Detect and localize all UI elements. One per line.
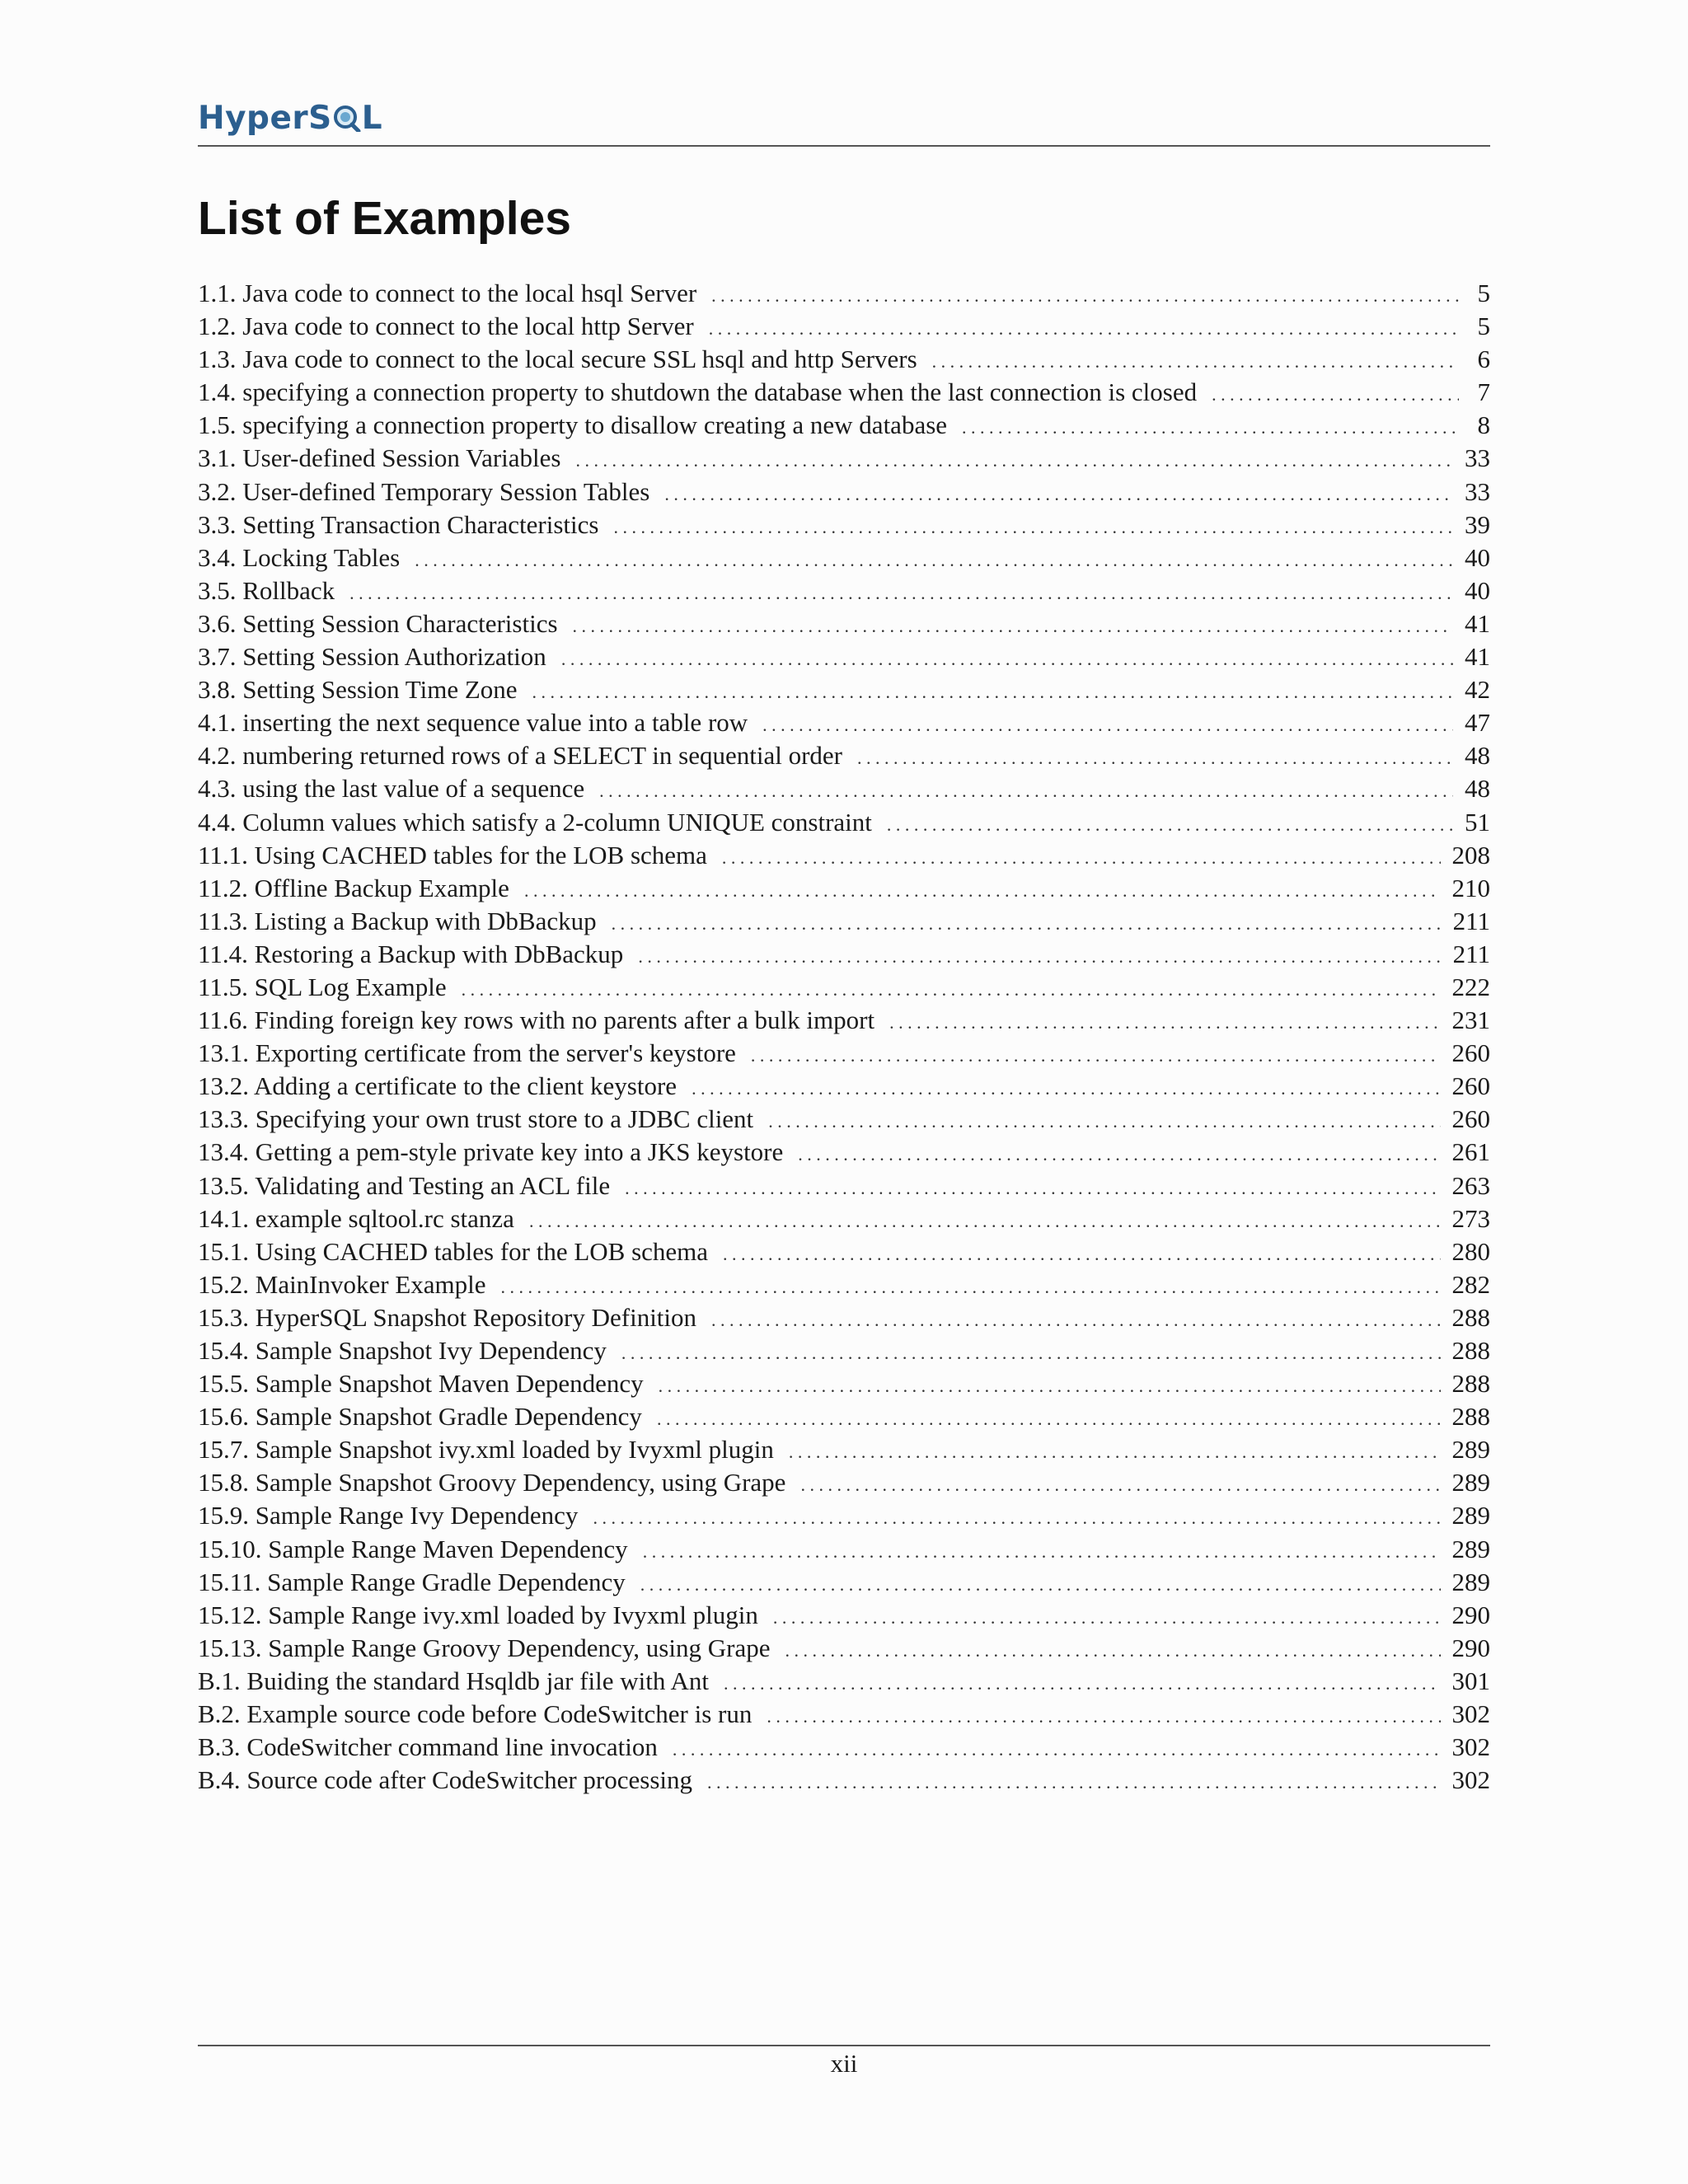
toc-entry-label: 13.1. Exporting certificate from the server's keystore [198, 1038, 736, 1068]
toc-entry-page: 280 [1451, 1236, 1490, 1266]
toc-entry-page: 282 [1451, 1269, 1490, 1299]
toc-entry-page: 302 [1451, 1765, 1490, 1795]
toc-entry-label: 15.11. Sample Range Gradle Dependency [198, 1567, 626, 1596]
toc-entry-label: 15.8. Sample Snapshot Groovy Dependency, using Grape [198, 1468, 786, 1497]
toc-entry-label: B.3. CodeSwitcher command line invocation [198, 1732, 658, 1762]
dot-leader [773, 1601, 1441, 1634]
toc-entry-label: 3.1. User-defined Session Variables [198, 443, 561, 473]
toc-entry[interactable] [198, 905, 1490, 938]
dot-leader [692, 1072, 1440, 1105]
toc-entry-page: 42 [1465, 675, 1490, 705]
toc-entry-label: 11.6. Finding foreign key rows with no parents after a bulk import [198, 1005, 875, 1035]
toc-entry[interactable] [198, 1136, 1490, 1169]
toc-entry-label: B.1. Buiding the standard Hsqldb jar file with Ant [198, 1666, 709, 1695]
toc-entry[interactable] [198, 1334, 1490, 1367]
toc-entry[interactable] [198, 442, 1490, 475]
toc-entry-page: 288 [1451, 1369, 1490, 1399]
dot-leader [625, 1172, 1440, 1205]
toc-entry-label: B.4. Source code after CodeSwitcher processing [198, 1765, 693, 1795]
dot-leader [532, 676, 1453, 709]
toc-entry[interactable] [198, 607, 1490, 640]
toc-entry[interactable] [198, 806, 1490, 839]
dot-leader [621, 1337, 1441, 1370]
toc-entry[interactable] [198, 1566, 1490, 1599]
toc-entry-page: 41 [1465, 642, 1490, 672]
toc-entry[interactable] [198, 640, 1490, 673]
toc-entry[interactable] [198, 1764, 1490, 1797]
toc-entry[interactable] [198, 1698, 1490, 1731]
toc-entry[interactable] [198, 1499, 1490, 1532]
toc-entry-page: 210 [1451, 873, 1490, 902]
toc-entry-label: 11.3. Listing a Backup with DbBackup [198, 906, 597, 935]
toc-entry-page: 48 [1465, 774, 1490, 804]
toc-entry-page: 273 [1451, 1203, 1490, 1233]
toc-entry-page: 208 [1451, 840, 1490, 869]
toc-entry[interactable] [198, 376, 1490, 409]
dot-leader [962, 411, 1459, 444]
dot-leader [932, 345, 1459, 378]
dot-leader [613, 511, 1453, 544]
toc-entry-page: 41 [1465, 608, 1490, 638]
toc-entry-label: 15.6. Sample Snapshot Gradle Dependency [198, 1402, 642, 1432]
toc-entry[interactable] [198, 1004, 1490, 1037]
toc-entry[interactable] [198, 1533, 1490, 1566]
toc-entry-label: 14.1. example sqltool.rc stanza [198, 1203, 514, 1233]
dot-leader [612, 907, 1442, 940]
toc-entry-label: 15.5. Sample Snapshot Maven Dependency [198, 1369, 644, 1399]
toc-entry-page: 33 [1465, 476, 1490, 506]
toc-entry-label: 1.5. specifying a connection property to disallow creating a new database [198, 410, 948, 440]
toc-entry-page: 302 [1451, 1732, 1490, 1762]
toc-entry-label: 15.4. Sample Snapshot Ivy Dependency [198, 1336, 607, 1365]
logo-text-right: L [361, 99, 383, 137]
toc-entry[interactable] [198, 1037, 1490, 1070]
dot-leader [575, 444, 1453, 477]
dot-leader [462, 973, 1441, 1006]
toc-entry-label: 11.1. Using CACHED tables for the LOB schema [198, 840, 707, 869]
toc-entry-page: 5 [1477, 312, 1490, 341]
toc-entry-label: 15.1. Using CACHED tables for the LOB schema [198, 1236, 709, 1266]
toc-entry[interactable] [198, 772, 1490, 805]
toc-entry-page: 302 [1451, 1699, 1490, 1729]
dot-leader [709, 312, 1459, 345]
toc-entry-label: 11.5. SQL Log Example [198, 972, 447, 1001]
toc-entry-page: 51 [1465, 807, 1490, 837]
dot-leader [800, 1469, 1440, 1502]
toc-entry[interactable] [198, 1665, 1490, 1698]
toc-entry[interactable] [198, 343, 1490, 376]
toc-entry[interactable] [198, 1070, 1490, 1103]
toc-entry-label: 3.6. Setting Session Characteristics [198, 608, 558, 638]
examples-list [198, 277, 1490, 1797]
toc-entry-page: 211 [1452, 939, 1490, 968]
toc-entry-page: 290 [1451, 1600, 1490, 1629]
toc-entry[interactable] [198, 1367, 1490, 1400]
toc-entry-label: 3.7. Setting Session Authorization [198, 642, 546, 672]
toc-entry-page: 48 [1465, 741, 1490, 771]
toc-entry-page: 260 [1451, 1071, 1490, 1101]
dot-leader [638, 940, 1441, 973]
toc-entry-label: 4.2. numbering returned rows of a SELECT in sequential order [198, 741, 842, 771]
toc-entry[interactable] [198, 509, 1490, 541]
dot-leader [501, 1271, 1441, 1304]
toc-entry[interactable] [198, 938, 1490, 971]
dot-leader [768, 1105, 1440, 1138]
dot-leader [573, 610, 1453, 643]
toc-entry-page: 231 [1451, 1005, 1490, 1035]
dot-leader [707, 1766, 1440, 1799]
toc-entry[interactable] [198, 971, 1490, 1004]
dot-leader [889, 1006, 1440, 1039]
dot-leader [762, 709, 1453, 742]
toc-entry-label: 15.7. Sample Snapshot ivy.xml loaded by Ivyxml plugin [198, 1435, 774, 1465]
toc-entry-label: 3.5. Rollback [198, 575, 335, 605]
toc-entry-page: 7 [1477, 377, 1490, 407]
toc-entry[interactable] [198, 1202, 1490, 1235]
toc-entry-label: 3.8. Setting Session Time Zone [198, 675, 518, 705]
toc-entry-page: 289 [1451, 1567, 1490, 1596]
toc-entry-label: 1.1. Java code to connect to the local hsql Server [198, 279, 697, 307]
logo-text-left: HyperS [198, 99, 332, 137]
toc-entry-label: 13.5. Validating and Testing an ACL file [198, 1170, 611, 1200]
toc-entry-page: 263 [1451, 1170, 1490, 1200]
toc-entry[interactable] [198, 1599, 1490, 1632]
toc-entry-page: 211 [1452, 906, 1490, 935]
toc-entry-page: 222 [1451, 972, 1490, 1001]
toc-entry[interactable] [198, 1400, 1490, 1433]
dot-leader [640, 1568, 1441, 1601]
dot-leader [643, 1535, 1441, 1568]
toc-entry-label: 4.1. inserting the next sequence value into a table row [198, 708, 748, 738]
toc-entry[interactable] [198, 706, 1490, 739]
toc-entry-page: 301 [1451, 1666, 1490, 1695]
toc-entry-label: 15.12. Sample Range ivy.xml loaded by Ivyxml plugin [198, 1600, 758, 1629]
toc-entry-label: 3.2. User-defined Temporary Session Tables [198, 476, 650, 506]
toc-entry-page: 47 [1465, 708, 1490, 738]
magnifier-q-icon [333, 104, 361, 132]
hypersql-logo [198, 97, 382, 138]
dot-leader [664, 478, 1453, 511]
toc-entry-page: 39 [1465, 509, 1490, 539]
toc-entry[interactable] [198, 739, 1490, 772]
dot-leader [673, 1733, 1441, 1766]
toc-entry-page: 288 [1451, 1402, 1490, 1432]
toc-entry-label: 1.4. specifying a connection property to shutdown the database when the last connection is closed [198, 377, 1198, 407]
toc-entry-page: 290 [1451, 1633, 1490, 1662]
dot-leader [561, 643, 1453, 676]
dot-leader [724, 1667, 1441, 1700]
dot-leader [659, 1370, 1441, 1403]
toc-entry-label: 1.2. Java code to connect to the local http Server [198, 312, 694, 341]
toc-entry[interactable] [198, 872, 1490, 905]
page-number: xii [830, 2049, 858, 2078]
toc-entry-label: 3.4. Locking Tables [198, 542, 401, 572]
dot-leader [415, 544, 1453, 577]
toc-entry[interactable] [198, 310, 1490, 343]
toc-entry-label: 15.2. MainInvoker Example [198, 1269, 486, 1299]
dot-leader [798, 1138, 1440, 1171]
dot-leader [593, 1502, 1440, 1535]
footer-divider [198, 2045, 1490, 2046]
toc-entry-label: 13.4. Getting a pem-style private key into a JKS keystore [198, 1137, 784, 1167]
toc-entry[interactable] [198, 476, 1490, 509]
toc-entry-page: 40 [1465, 575, 1490, 605]
toc-entry-page: 288 [1451, 1336, 1490, 1365]
dot-leader [599, 775, 1453, 808]
toc-entry-page: 260 [1451, 1104, 1490, 1134]
dot-leader [751, 1039, 1441, 1072]
toc-entry-label: 4.3. using the last value of a sequence [198, 774, 585, 804]
toc-entry-page: 289 [1451, 1468, 1490, 1497]
toc-entry[interactable] [198, 1301, 1490, 1334]
header-divider [198, 145, 1490, 147]
toc-entry-label: 11.2. Offline Backup Example [198, 873, 509, 902]
dot-leader [857, 742, 1453, 775]
toc-entry-label: 13.2. Adding a certificate to the client keystore [198, 1071, 678, 1101]
toc-entry-label: 11.4. Restoring a Backup with DbBackup [198, 939, 624, 968]
dot-leader [767, 1700, 1440, 1733]
toc-entry[interactable] [198, 1466, 1490, 1499]
toc-entry[interactable] [198, 1731, 1490, 1764]
toc-entry-page: 288 [1451, 1302, 1490, 1332]
toc-entry[interactable] [198, 1433, 1490, 1466]
toc-entry[interactable] [198, 1235, 1490, 1268]
toc-entry-label: 15.10. Sample Range Maven Dependency [198, 1534, 628, 1563]
toc-entry[interactable] [198, 541, 1490, 574]
toc-entry[interactable] [198, 409, 1490, 442]
toc-entry[interactable] [198, 1103, 1490, 1136]
toc-entry[interactable] [198, 277, 1490, 310]
dot-leader [711, 1304, 1440, 1337]
dot-leader [657, 1403, 1441, 1436]
toc-entry-label: 1.3. Java code to connect to the local secure SSL hsql and http Servers [198, 344, 917, 374]
toc-entry-page: 5 [1477, 279, 1490, 307]
toc-entry-label: 15.3. HyperSQL Snapshot Repository Definition [198, 1302, 697, 1332]
dot-leader [789, 1436, 1441, 1469]
toc-entry-page: 289 [1451, 1435, 1490, 1465]
dot-leader [349, 577, 1453, 610]
dot-leader [723, 1238, 1440, 1271]
toc-entry-label: B.2. Example source code before CodeSwitcher is run [198, 1699, 753, 1729]
toc-entry-label: 13.3. Specifying your own trust store to a JDBC client [198, 1104, 754, 1134]
toc-entry-label: 15.9. Sample Range Ivy Dependency [198, 1501, 579, 1530]
toc-entry-page: 260 [1451, 1038, 1490, 1068]
toc-entry[interactable] [198, 574, 1490, 607]
dot-leader [524, 874, 1441, 907]
dot-leader [887, 808, 1453, 841]
toc-entry-page: 261 [1451, 1137, 1490, 1167]
toc-entry-label: 15.13. Sample Range Groovy Dependency, using Grape [198, 1633, 771, 1662]
toc-entry-page: 8 [1477, 410, 1490, 440]
toc-entry[interactable] [198, 1169, 1490, 1202]
toc-entry-page: 33 [1465, 443, 1490, 473]
toc-entry[interactable] [198, 839, 1490, 872]
toc-entry-label: 4.4. Column values which satisfy a 2-column UNIQUE constraint [198, 807, 872, 837]
toc-entry[interactable] [198, 1632, 1490, 1665]
page-title: List of Examples [198, 192, 571, 245]
toc-entry-page: 6 [1477, 344, 1490, 374]
dot-leader [529, 1205, 1441, 1238]
toc-entry-page: 289 [1451, 1501, 1490, 1530]
toc-entry-page: 40 [1465, 542, 1490, 572]
dot-leader [785, 1634, 1440, 1667]
toc-entry-page: 289 [1451, 1534, 1490, 1563]
toc-entry[interactable] [198, 673, 1490, 706]
dot-leader [722, 841, 1441, 874]
dot-leader [1212, 378, 1459, 411]
toc-entry[interactable] [198, 1268, 1490, 1301]
toc-entry-label: 3.3. Setting Transaction Characteristics [198, 509, 599, 539]
dot-leader [711, 279, 1459, 312]
